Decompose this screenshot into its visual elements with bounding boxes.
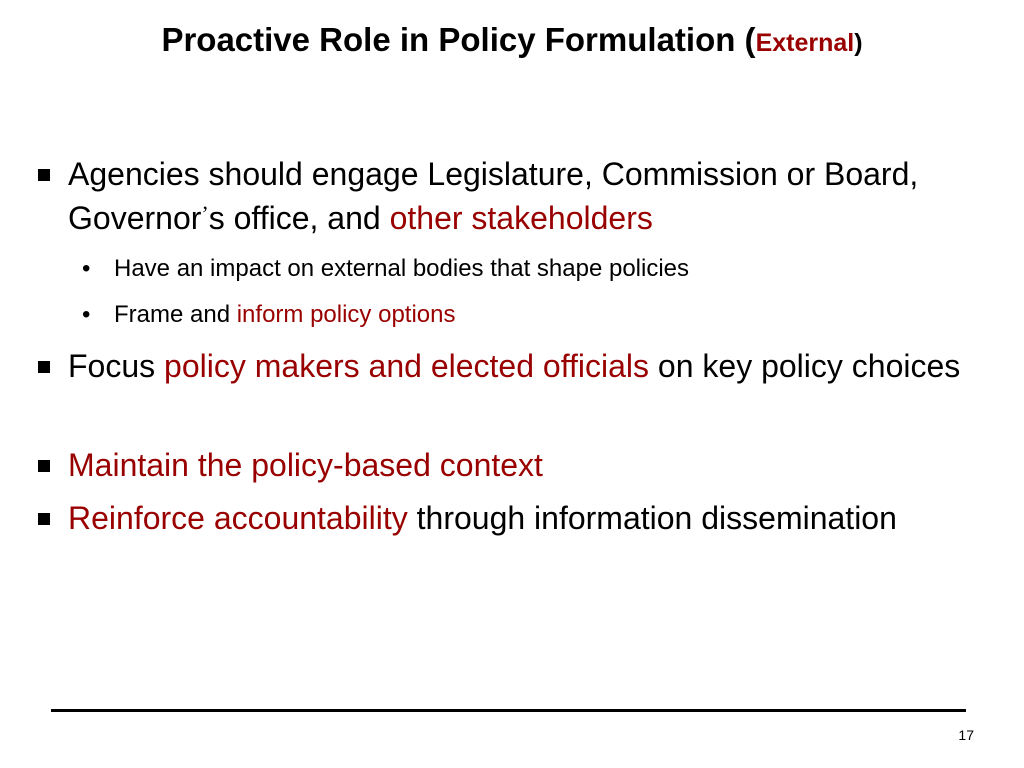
bullet-item-3 bbox=[68, 443, 1013, 487]
bullet-4-text: through information dissemination bbox=[407, 500, 897, 536]
square-bullet-icon bbox=[38, 361, 50, 373]
bullet-1-apostrophe: ’ bbox=[201, 201, 209, 226]
bullet-1-text-a: Agencies should engage Legislature, Commission or Board, Governor bbox=[68, 156, 919, 236]
square-bullet-icon bbox=[38, 169, 50, 181]
title-accent: External bbox=[755, 29, 855, 57]
bullet-2-highlight: policy makers and elected officials bbox=[164, 348, 650, 384]
bullet-3-highlight: Maintain the policy-based context bbox=[68, 447, 543, 483]
square-bullet-icon bbox=[38, 513, 50, 525]
subbullet-item-1 bbox=[82, 253, 994, 285]
bullet-1-text-b: s office, and bbox=[208, 200, 390, 236]
subbullet-1-text: Have an impact on external bodies that shape policies bbox=[114, 255, 690, 282]
bullet-2-text-a: Focus bbox=[68, 348, 165, 384]
page-number: 17 bbox=[958, 727, 974, 743]
bullet-2-text-b: on key policy choices bbox=[649, 348, 961, 384]
dot-bullet-icon: • bbox=[82, 301, 91, 328]
bullet-4-highlight: Reinforce accountability bbox=[68, 500, 408, 536]
footer-divider bbox=[51, 709, 966, 712]
bullet-item-2 bbox=[68, 344, 1013, 388]
title-main: Proactive Role in Policy Formulation ( bbox=[161, 21, 756, 58]
dot-bullet-icon: • bbox=[82, 255, 91, 282]
bullet-item-1 bbox=[68, 152, 1013, 244]
bullet-item-4 bbox=[68, 496, 1013, 540]
title-close: ) bbox=[854, 29, 863, 57]
subbullet-2-highlight: inform policy options bbox=[236, 301, 456, 328]
subbullet-2-text: Frame and bbox=[114, 301, 237, 328]
slide-title bbox=[0, 18, 1024, 65]
subbullet-item-2 bbox=[82, 299, 994, 331]
square-bullet-icon bbox=[38, 460, 50, 472]
bullet-1-highlight: other stakeholders bbox=[389, 200, 653, 236]
